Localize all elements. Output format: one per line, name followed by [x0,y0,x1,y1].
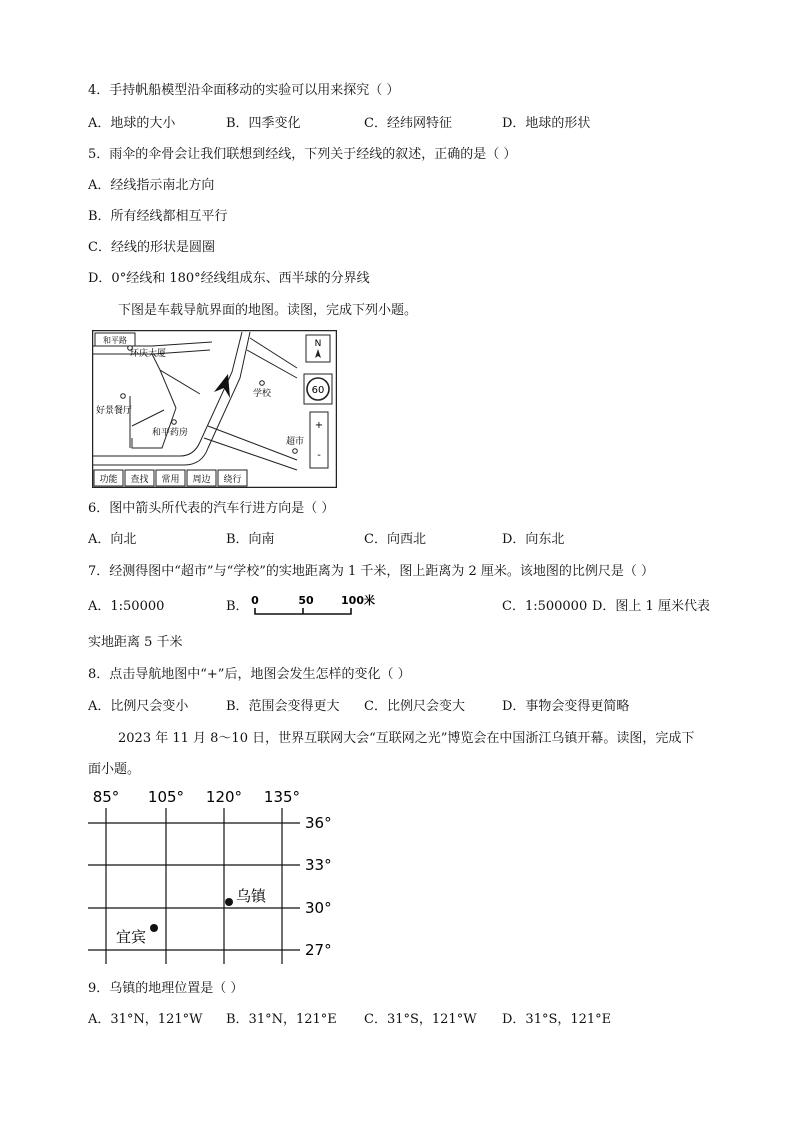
lon-label-85: 85° [92,788,120,806]
place-huanqing: 环庆大厦 [129,349,167,359]
q8-option-d: D．事物会变得更简略 [502,699,630,714]
q9-option-b: B．31°N，121°E [226,1012,337,1027]
question-9-stem: 9．乌镇的地理位置是（ ） [88,981,244,996]
intro-navigation: 下图是车载导航界面的地图。读图，完成下列小题。 [118,303,418,318]
question-7-stem: 7．经测得图中“超市”与“学校”的实地距离为 1 千米，图上距离为 2 厘米。该地图的比例尺是（ ） [88,564,655,579]
lat-lon-grid-map [84,784,344,968]
lat-label-33: 33° [305,856,332,874]
scale-label-50: 50 [298,594,314,607]
intro-wuzhen-line2: 面小题。 [88,762,141,777]
q6-option-c: C．向西北 [364,532,426,547]
q6-option-b: B．向南 [226,532,275,547]
button-function-label: 功能 [99,475,118,485]
road-label: 和平路 [103,336,127,345]
lon-label-135: 135° [263,788,301,806]
lon-label-105: 105° [147,788,185,806]
question-6-stem: 6．图中箭头所代表的汽车行进方向是（ ） [88,501,335,516]
question-5-stem: 5．雨伞的伞骨会让我们联想到经线，下列关于经线的叙述，正确的是（ ） [88,147,517,162]
q4-option-b: B．四季变化 [226,116,301,131]
place-haojing: 好景餐厅 [95,406,133,416]
button-detour-label: 绕行 [223,475,242,485]
lat-label-36: 36° [305,814,332,832]
label-yibin: 宜宾 [116,928,147,946]
q8-option-c: C．比例尺会变大 [364,699,465,714]
question-8-stem: 8．点击导航地图中“+”后，地图会发生怎样的变化（ ） [88,667,411,682]
q7-option-d-continued: 实地距离 5 千米 [88,635,183,650]
button-search-label: 查找 [130,475,149,485]
speed-limit-value: 60 [311,385,325,396]
q5-option-a: A．经线指示南北方向 [88,178,215,193]
point-yibin [150,924,158,932]
scale-bar [248,592,380,618]
q4-option-a: A．地球的大小 [88,116,176,131]
q6-option-a: A．向北 [88,532,137,547]
lon-label-120: 120° [205,788,243,806]
button-favorites-label: 常用 [161,475,180,485]
q7-option-b-prefix: B． [226,599,249,614]
place-marker [121,394,126,399]
intro-wuzhen-line1: 2023 年 11 月 8～10 日，世界互联网大会“互联网之光”博览会在中国浙江乌镇开幕。读图，完成下 [118,731,695,746]
q8-option-a: A．比例尺会变小 [88,699,189,714]
lat-label-30: 30° [305,899,332,917]
lat-label-27: 27° [305,941,332,959]
place-heping-pharmacy: 和平药房 [151,428,189,438]
q9-option-d: D．31°S，121°E [502,1012,612,1027]
navigation-map [92,330,337,488]
scale-label-100: 100米 [341,594,375,607]
zoom-in-button[interactable]: + [314,420,324,431]
label-wuzhen: 乌镇 [236,887,267,905]
question-4-stem: 4．手持帆船模型沿伞面移动的实验可以用来探究（ ） [88,83,400,98]
q7-option-a: A．1:50000 [88,599,165,614]
point-wuzhen [225,898,233,906]
q4-option-d: D．地球的形状 [502,116,591,131]
q7-option-d: D．图上 1 厘米代表 [592,599,710,614]
place-school: 学校 [252,389,272,399]
q9-option-c: C．31°S，121°W [364,1012,477,1027]
q5-option-d: D．0°经线和 180°经线组成东、西半球的分界线 [88,271,370,286]
q8-option-b: B．范围会变得更大 [226,699,340,714]
zoom-out-button[interactable]: - [317,450,321,461]
q5-option-c: C．经线的形状是圆圈 [88,240,215,255]
place-marker [260,381,265,386]
button-nearby-label: 周边 [192,475,211,485]
q5-option-b: B．所有经线都相互平行 [88,209,228,224]
place-marker [293,449,298,454]
scale-label-0: 0 [251,594,259,607]
q9-option-a: A．31°N，121°W [88,1012,203,1027]
q6-option-d: D．向东北 [502,532,565,547]
compass-label: N [314,339,322,349]
q7-option-c: C．1:500000 [502,599,588,614]
q4-option-c: C．经纬网特征 [364,116,452,131]
place-marker [172,420,177,425]
place-supermarket: 超市 [285,437,305,447]
